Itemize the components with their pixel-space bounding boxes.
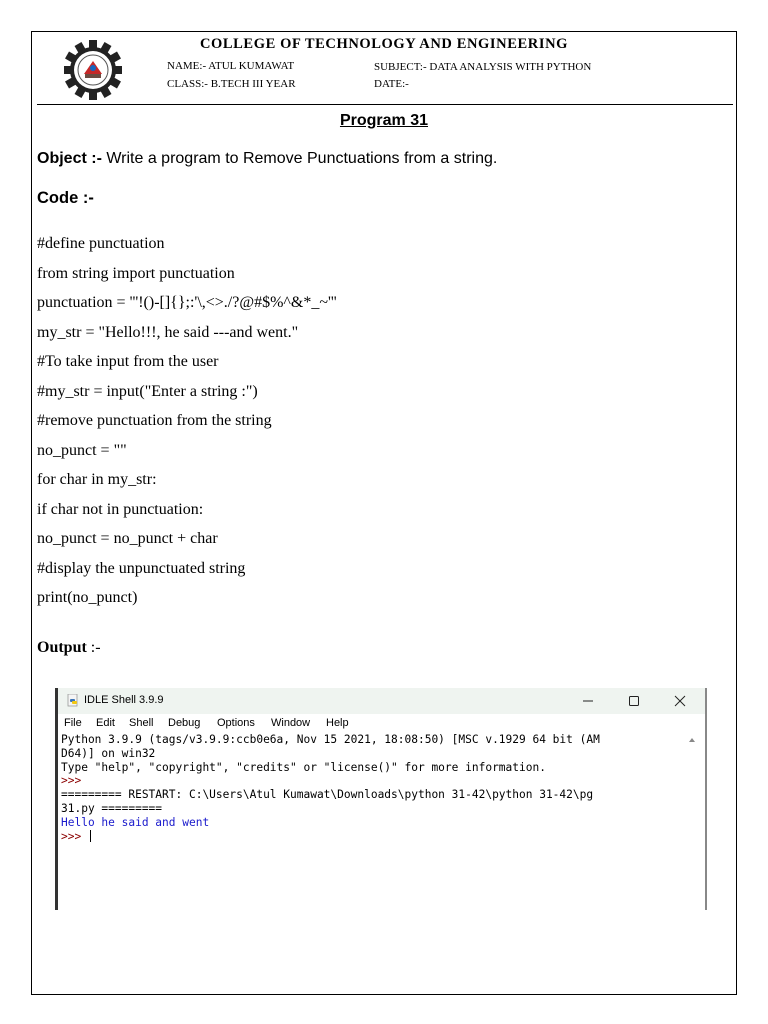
output-heading	[37, 639, 101, 657]
code-line: #To take input from the user	[37, 353, 219, 370]
window-title: IDLE Shell 3.9.9	[84, 694, 164, 706]
text-cursor	[90, 830, 91, 842]
code-line: punctuation = '''!()-[]{};:'\,<>./?@#$%^&*_~'''	[37, 294, 337, 311]
console-line: ========= RESTART: C:\Users\Atul Kumawat\Downloads\python 31-42\python 31-42\pg	[61, 788, 594, 802]
python-file-icon	[67, 694, 80, 707]
window-titlebar[interactable]	[58, 688, 705, 714]
subject-field: SUBJECT:- DATA ANALYSIS WITH PYTHON	[374, 61, 592, 73]
menu-help[interactable]: Help	[326, 717, 349, 729]
class-field: CLASS:- B.TECH III YEAR	[167, 78, 296, 90]
object-text: Write a program to Remove Punctuations from a string.	[101, 150, 498, 167]
code-line: print(no_punct)	[37, 589, 138, 606]
menu-edit[interactable]: Edit	[96, 717, 115, 729]
output-label: Output	[37, 639, 87, 656]
menu-debug[interactable]: Debug	[168, 717, 201, 729]
menu-bar	[58, 714, 705, 733]
code-line: my_str = "Hello!!!, he said ---and went."	[37, 323, 299, 341]
code-line: #remove punctuation from the string	[37, 412, 272, 429]
shell-console[interactable]	[61, 733, 600, 843]
maximize-button[interactable]	[611, 688, 657, 714]
console-output: Hello he said and went	[61, 815, 210, 829]
code-line: #display the unpunctuated string	[37, 559, 246, 577]
code-line: #define punctuation	[37, 235, 165, 252]
code-block	[37, 229, 337, 613]
menu-file[interactable]: File	[64, 717, 82, 729]
college-name: COLLEGE OF TECHNOLOGY AND ENGINEERING	[199, 36, 569, 52]
console-line: Type "help", "copyright", "credits" or "license()" for more information.	[61, 760, 546, 774]
student-name: NAME:- ATUL KUMAWAT	[167, 60, 295, 72]
console-line: 31.py =========	[61, 801, 163, 815]
console-prompt: >>>	[61, 829, 88, 843]
console-input-line[interactable]	[61, 830, 600, 844]
output-suffix: :-	[86, 639, 101, 656]
scroll-up-arrow-icon[interactable]	[687, 735, 697, 745]
menu-shell[interactable]: Shell	[129, 717, 154, 729]
object-statement	[37, 150, 497, 168]
console-line: Python 3.9.9 (tags/v3.9.9:ccb0e6a, Nov 15 2021, 18:08:50) [MSC v.1929 64 bit (AM	[61, 733, 600, 746]
menu-window[interactable]: Window	[271, 717, 311, 729]
code-line: from string import punctuation	[37, 264, 235, 282]
code-line: if char not in punctuation:	[37, 500, 204, 518]
window-edge	[705, 688, 707, 910]
console-prompt: >>>	[61, 774, 82, 788]
object-label: Object :-	[37, 150, 102, 167]
code-line: no_punct = ""	[37, 441, 127, 459]
code-line: for char in my_str:	[37, 471, 157, 488]
code-line: #my_str = input("Enter a string :")	[37, 382, 258, 400]
menu-options[interactable]: Options	[217, 717, 255, 729]
program-title: Program 31	[339, 112, 429, 129]
date-field: DATE:-	[374, 78, 409, 90]
idle-shell-window	[55, 688, 707, 910]
header-divider	[37, 104, 733, 105]
minimize-button[interactable]	[565, 688, 611, 714]
close-button[interactable]	[657, 688, 703, 714]
console-line: D64)] on win32	[61, 746, 156, 760]
code-line: no_punct = no_punct + char	[37, 530, 218, 547]
code-heading: Code :-	[37, 189, 94, 207]
